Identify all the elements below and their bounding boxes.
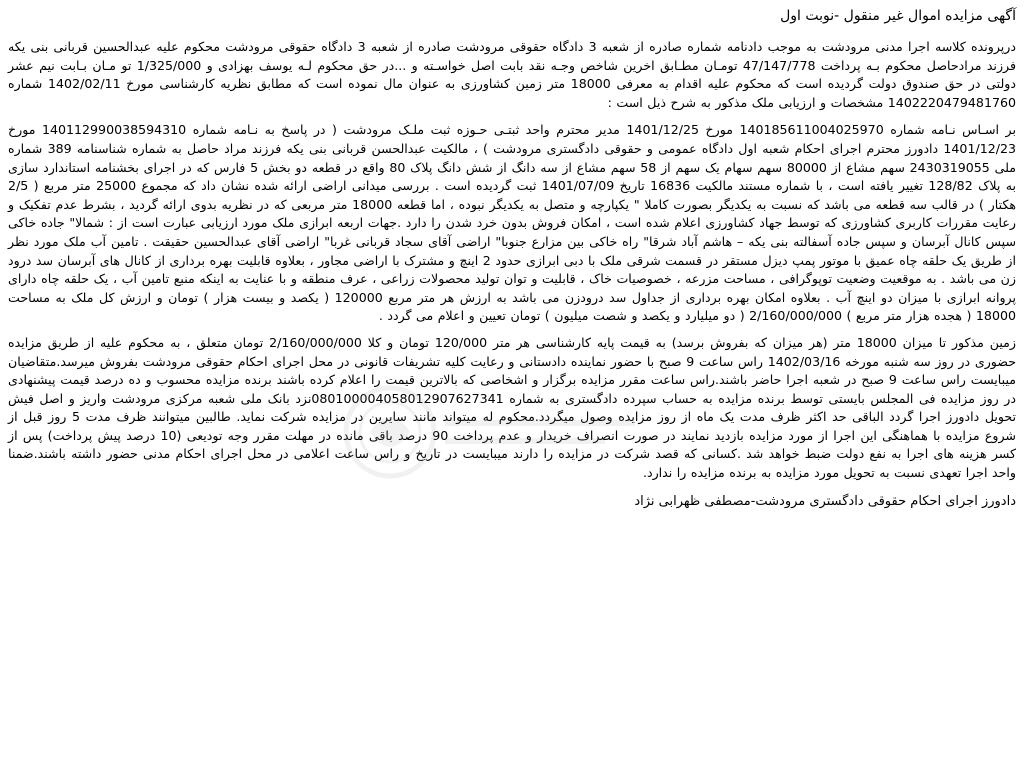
notice-title: آگهی مزایده اموال غیر منقول -نوبت اول (780, 8, 1016, 24)
notice-signature: دادورز اجرای احکام حقوقی دادگستری مرودشت-مصطفی ظهرابی نژاد (634, 493, 1016, 509)
notice-paragraph-case: درپرونده کلاسه اجرا مدنی مرودشت به موجب دادنامه شماره صادره از شعبه 3 دادگاه حقوقی مرودشت صادره از شعبه 3 دادگاه حقوقی مرودشت محکوم علیه عبدالحسین قربانی بنی یکه فرزند مرادحاصل محکوم بـه پرداخت 47/147/778 تومـان مطـابق اخرین شاخص وجـه نقد بابت اصل خواسـته و ...در حق محکوم لـه یوسف بهزادی و 1/325/000 تو مـان بـابت نیم عشر دولتی در حق صندوق دولت گردیده است که محکوم علیه اقدام به معرفی 18000 متر زمین کشاورزی به عنوان مال نموده است که مطابق نظریه کارشناسی مورخ 1402/02/11 شماره 140222047948176​0 مشخصات و ارزیابی ملک مذکور به شرح ذیل است : (8, 39, 1016, 110)
notice-paragraph-appraisal: بر اسـاس نـامه شماره 140185611004025970 مورخ 1401/12/25 مدیر محترم واحد ثبتـی حـوزه ثبت ملـک مرودشت ( در پاسخ به نـامه شماره 140112990038594310 مورخ 1401/12/23 دادورز محترم اجرای احکام شعبه اول دادگاه عمومی و حقوقی دادگستری مرودشت ) ، مالکیت عبدالحسن قربانی بنی یکه فرزند مراد حاصل به شماره شناسنامه 389 شماره ملی 2430319055 سهم مشاع از 80000 سهم سهام یک سهم از 58 سهم مشاع از سه دانگ از شش دانگ پلاک 80 واقع در قطعه دو بخش 5 فارس که در اجرای بخشنامه استاندارد سازی به پلاک 128/82 تغییر یافته است ، با شماره مستند مالکیت 16836 تاریخ 1401/07/09 ثبت گردیده است . بررسی میدانی اراضی ارائه شده نشان داد که مجموع 25000 متر مربع ( 2/5 هکتار ) در قالب سه قطعه می باشد که نسبت به یکدیگر بصورت کاملا " یکپارچه و متصل به یکدیگر نبوده ، اما قطعه 18000 متر مربعی که در نظریه بدوی ارائه گردید ، بشرط عدم تفکیک و رعایت مقررات کاربری کشاورزی که توسط جهاد کشاورزی اعلام شده است ، امکان فروش بدون خرد شدن را دارد .جهات اربعه ابرازی ملک مورد ارزیابی عبارت است از : شمالا" جاده خاکی سپس کانال آبرسان و سپس جاده آسفالته بنی یکه – هاشم آباد شرقا" راه خاکی بین مزارع جنوبا" اراضی آقای سجاد قربانی غربا" اراضی آقای عبدالحسین حقیقت . تامین آب ملک مورد نظر از طریق یک حلقه چاه عمیق با موتور پمپ دیزل مستقر در قسمت شرقی ملک با دبی ابرازی حدود 2 اینچ و مشترک با اراضی مجاور ، بعلاوه قابلیت بهره برداری از کانال های آبرسان سد درود زن می باشد . به موقعیت وضعیت توپوگرافی ، مساحت مزرعه ، خصوصیات خاک ، قابلیت و توان تولید محصولات زراعی ، عرف منطقه و با عنایت به اینکه منبع تامین آب ، یک حلقه چاه دارای پروانه ابرازی با میزان دو اینچ آب . بعلاوه امکان بهره برداری از جداول سد درودزن می باشد به ارزش هر متر مربع 120000 ( یکصد و بیست هزار ) تومان و ارزش کل ملک به مساحت 18000 ( هجده هزار متر مربع ) 2/160/000/000 ( دو میلیارد و یکصد و شصت میلیون ) تومان تعیین و اعلام می گردد . (8, 122, 1017, 324)
notice-paragraph-auction-terms: زمین مذکور تا میزان 18000 متر (هر میزان که بفروش برسد) به قیمت پایه کارشناسی هر متر 120/000 تومان و کلا 2/160/000/000 تومان متعلق ، به محکوم علیه از طریق مزایده حضوری در روز سه شنبه مورخه 1402/03/16 راس ساعت 9 صبح با حضور نماینده دادستانی و رعایت کلیه تشریفات قانونی در محل اجرای احکام حقوقی مرودشت بفروش میرسد.متقاضیان میبایست راس ساعت 9 صبح در شعبه اجرا حاضر باشند.راس ساعت مقرر مزایده برگزار و اشخاصی که بالاترین قیمت را اعلام کرده باشند برنده مزایده محسوب و ده درصد قیمت پیشنهادی در روز مزایده فی المجلس بایستی توسط برنده مزایده به حساب سپرده دادگستری به شماره 0801000040580129076273​41نزد بانک ملی شعبه مرکزی مرودشت واریز و اصل فیش تحویل دادورز اجرا گردد الباقی حد اکثر ظرف مدت یک ماه از روز مزایده وصول میگردد.محکوم له میتواند مانند سایرین در مزایده شرکت نماید. طالبین میتوانند ظرف مدت 5 روز قبل از شروع مزایده با هماهنگی این اجرا از مورد مزایده بازدید نمایند در صورت انصراف خریدار و عدم پرداخت 90 درصد باقی مانده در مهلت مقرر وجه تودیعی (10 درصد پیش پرداخت) پس از کسر هزینه های اجرا به نفع دولت ضبط خواهد شد .کسانی که قصد شرکت در مزایده را دارند میبایست در تاریخ و راس ساعت اعلامی در محل اجرای احکام مدنی حضور داشته باشند.ضمنا واحد اجرا تعهدی نسبت به تحویل مورد مزایده به برنده مزایده را ندارد. (8, 334, 1016, 481)
